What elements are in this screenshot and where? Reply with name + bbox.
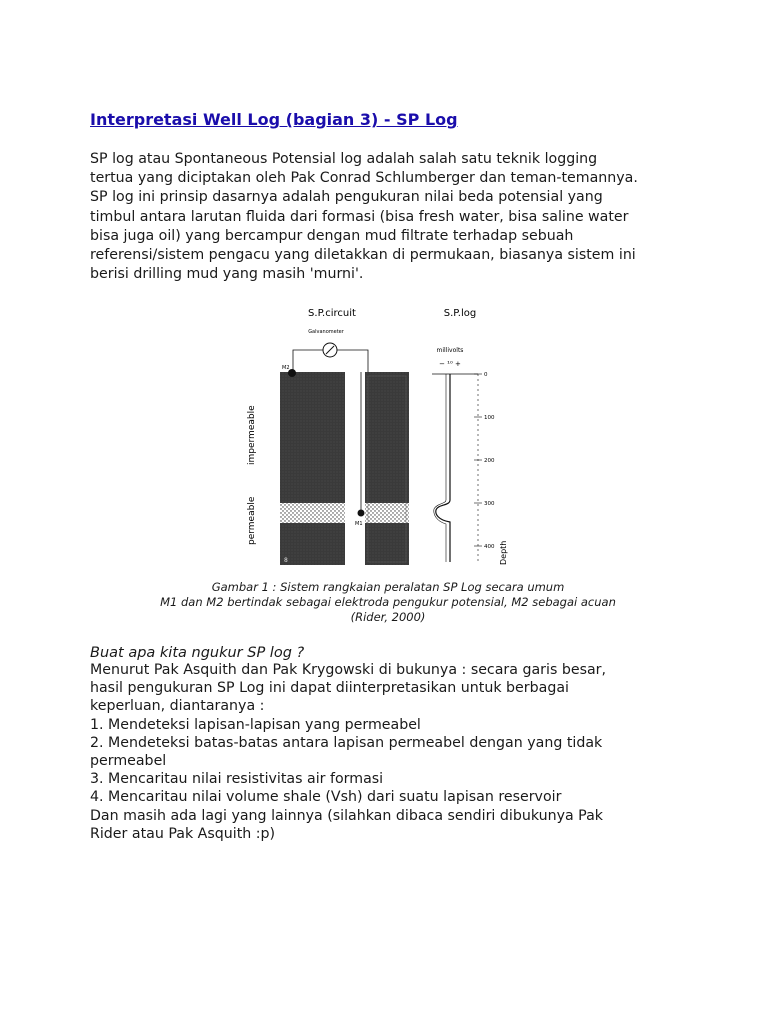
- body-line: 2. Mendeteksi batas-batas antara lapisan permeabel dengan yang tidak: [90, 734, 603, 751]
- body-line: keperluan, diantaranya :: [90, 698, 265, 715]
- page-title[interactable]: Interpretasi Well Log (bagian 3) - SP Log: [90, 110, 458, 129]
- figure-caption: [90, 580, 686, 625]
- formation-column-left: [280, 372, 345, 565]
- circuit-label: S.P.circuit: [308, 308, 356, 319]
- caption-line: (Rider, 2000): [350, 610, 426, 624]
- sp-diagram: [240, 300, 540, 570]
- intro-line: SP log atau Spontaneous Potensial log adalah salah satu teknik logging: [90, 151, 598, 167]
- intro-paragraph: [90, 150, 686, 284]
- body-line: Rider atau Pak Asquith :p): [90, 825, 276, 842]
- depth-label: Depth: [499, 540, 508, 565]
- impermeable-label: impermeable: [247, 405, 257, 465]
- caption-line: Gambar 1 : Sistem rangkaian peralatan SP Log secara umum: [211, 580, 565, 594]
- electrode-m1: [358, 510, 365, 517]
- millivolts-label: millivolts: [436, 347, 464, 354]
- sp-log-figure: [240, 300, 540, 570]
- electrode-m1-label: M1: [355, 521, 363, 527]
- circuit-wire: [293, 350, 323, 372]
- section-heading: Buat apa kita ngukur SP log ?: [90, 645, 305, 661]
- depth-tick-label: 0: [484, 372, 488, 378]
- permeable-bed-right: [365, 503, 409, 523]
- electrode-m2-label: M2: [282, 365, 290, 371]
- log-label: S.P.log: [443, 308, 477, 319]
- body-line: Menurut Pak Asquith dan Pak Krygowski di bukunya : secara garis besar,: [90, 662, 607, 678]
- depth-tick-label: 200: [484, 458, 495, 464]
- body-line: permeabel: [90, 753, 167, 770]
- body-line: 4. Mencaritau nilai volume shale (Vsh) dari suatu lapisan reservoir: [90, 789, 562, 806]
- intro-line: SP log ini prinsip dasarnya adalah pengukuran nilai beda potensial yang: [90, 189, 603, 206]
- permeable-label: permeable: [247, 496, 257, 545]
- body-line: 3. Mencaritau nilai resistivitas air formasi: [90, 771, 384, 788]
- body-line: Dan masih ada lagi yang lainnya (silahkan dibaca sendiri dibukunya Pak: [90, 807, 604, 824]
- body-line: hasil pengukuran SP Log ini dapat diinterpretasikan untuk berbagai: [90, 680, 569, 697]
- depth-tick-label: 300: [484, 501, 495, 507]
- permeable-bed-left: [280, 503, 345, 523]
- intro-line: timbul antara larutan fluida dari formasi (bisa fresh water, bisa saline water: [90, 208, 629, 225]
- intro-line: tertua yang diciptakan oleh Pak Conrad Schlumberger dan teman-temannya.: [90, 170, 638, 187]
- galvanometer-label: Galvanometer: [308, 329, 344, 335]
- depth-tick-label: 100: [484, 415, 495, 421]
- intro-line: referensi/sistem pengacu yang diletakkan di permukaan, biasanya sistem ini: [90, 247, 636, 264]
- intro-line: bisa juga oil) yang bercampur dengan mud filtrate terhadap sebuah: [90, 227, 574, 244]
- formation-column-right: [365, 372, 409, 565]
- caption-line: M1 dan M2 bertindak sebagai elektroda pengukur potensial, M2 sebagai acuan: [160, 595, 616, 609]
- corner-label: 8: [284, 557, 288, 564]
- sp-curve: [436, 374, 450, 562]
- body-line: 1. Mendeteksi lapisan-lapisan yang permeabel: [90, 716, 421, 733]
- polarity-label: − ¹⁰ +: [439, 360, 461, 368]
- body-paragraph: [90, 661, 686, 843]
- depth-tick-label: 400: [484, 544, 495, 550]
- intro-line: berisi drilling mud yang masih 'murni'.: [90, 266, 364, 283]
